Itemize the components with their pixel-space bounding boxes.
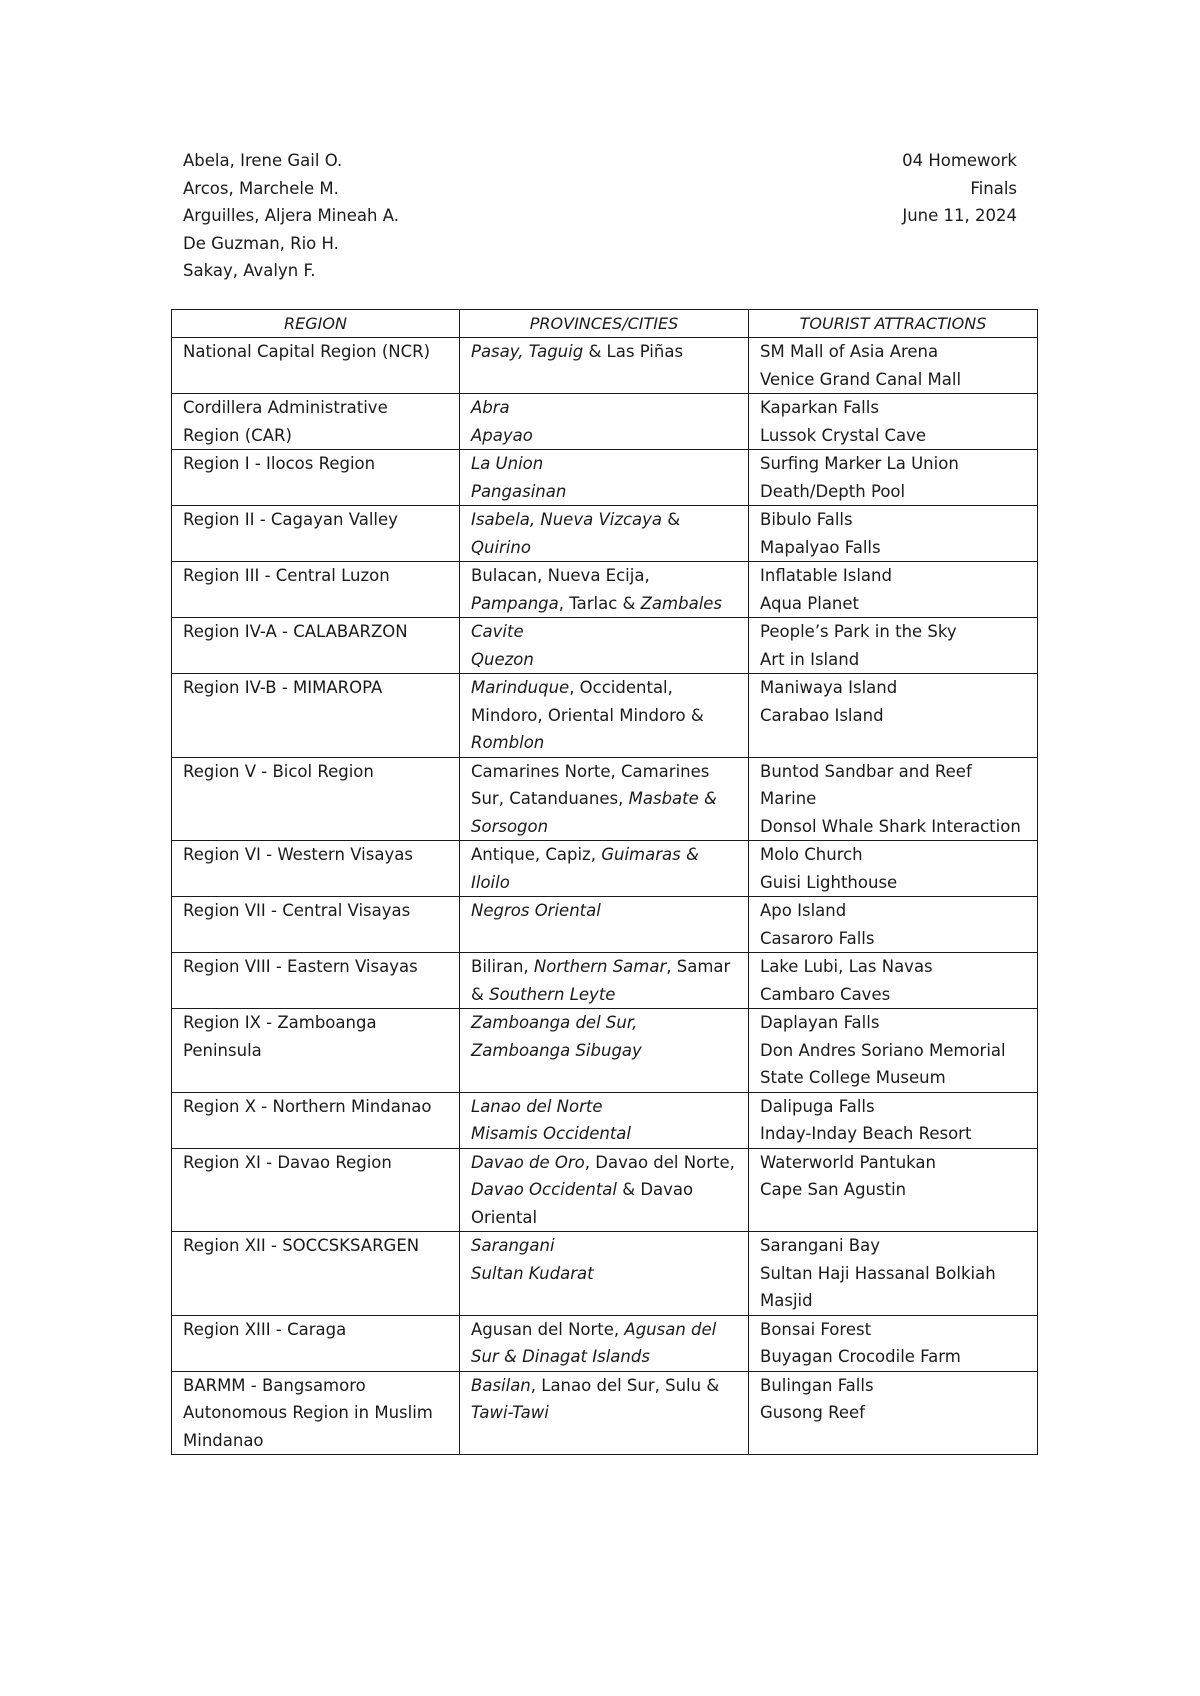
provinces-cell	[460, 1148, 749, 1232]
province-name: Apayao	[471, 425, 533, 445]
attraction-name: Gusong Reef	[760, 1403, 865, 1422]
region-cell: Region VI - Western Visayas	[172, 841, 460, 897]
author-name: Arcos, Marchele M.	[183, 178, 339, 198]
region-cell: Region V - Bicol Region	[172, 757, 460, 841]
provinces-cell	[460, 506, 749, 562]
province-text: Northern Samar	[533, 957, 667, 976]
table-row	[172, 1232, 1038, 1316]
province-text: Agusan del Sur & Dinagat Islands	[471, 1319, 717, 1366]
province-name: Lanao del Norte	[471, 1096, 603, 1116]
attractions-cell	[749, 506, 1038, 562]
region-cell: Region III - Central Luzon	[172, 562, 460, 618]
attractions-cell	[749, 1092, 1038, 1148]
provinces-cell	[460, 1315, 749, 1371]
author-name: Abela, Irene Gail O.	[183, 151, 343, 170]
province-text: Bulacan, Nueva Ecija,	[471, 566, 650, 585]
region-cell: Region XI - Davao Region	[172, 1148, 460, 1232]
table-row	[172, 1148, 1038, 1232]
attraction-name: Don Andres Soriano Memorial State College Museum	[760, 1040, 1006, 1087]
attractions-column-header: TOURIST ATTRACTIONS	[749, 310, 1038, 338]
province-name: Cavite	[471, 622, 524, 641]
attraction-name: Surfing Marker La Union	[760, 454, 959, 473]
attraction-name: Death/Depth Pool	[760, 481, 906, 501]
province-text: Camarines Norte, Camarines Sur, Catanduanes,	[471, 761, 710, 808]
attractions-cell	[749, 1315, 1038, 1371]
author-name: Sakay, Avalyn F.	[183, 261, 316, 280]
province-text: Pampanga	[471, 593, 559, 613]
attractions-cell	[749, 841, 1038, 897]
attraction-name: Bulingan Falls	[760, 1375, 874, 1395]
attractions-cell	[749, 1371, 1038, 1455]
attraction-name: Mapalyao Falls	[760, 537, 881, 557]
table-row	[172, 506, 1038, 562]
province-text: Davao Occidental	[471, 1180, 617, 1199]
attractions-cell	[749, 757, 1038, 841]
attraction-name: People’s Park in the Sky	[760, 622, 957, 641]
assignment-meta	[902, 147, 1017, 230]
attraction-name: Bibulo Falls	[760, 510, 853, 529]
province-text: Marinduque	[471, 678, 570, 697]
attraction-name: Buntod Sandbar and Reef Marine	[760, 761, 972, 808]
province-name: Misamis Occidental	[471, 1124, 631, 1143]
table-header-row	[172, 310, 1038, 338]
attractions-cell	[749, 897, 1038, 953]
attraction-name: Sultan Haji Hassanal Bolkiah Masjid	[760, 1263, 996, 1310]
province-text: , Tarlac &	[558, 593, 641, 613]
attraction-name: Casaroro Falls	[760, 928, 875, 948]
attractions-cell	[749, 338, 1038, 394]
attraction-name: Molo Church	[760, 845, 863, 864]
assignment-label: 04 Homework	[902, 151, 1017, 170]
table-body	[172, 338, 1038, 1455]
province-text: Zamboanga del Sur, Zamboanga Sibugay	[471, 1013, 642, 1060]
provinces-cell	[460, 897, 749, 953]
attraction-name: SM Mall of Asia Arena	[760, 342, 939, 361]
attraction-name: Lussok Crystal Cave	[760, 425, 927, 445]
region-cell: Region II - Cagayan Valley	[172, 506, 460, 562]
attractions-cell	[749, 1232, 1038, 1316]
province-name: Quezon	[471, 649, 534, 669]
table-row	[172, 338, 1038, 394]
province-text: Pasay, Taguig	[471, 342, 584, 361]
region-cell: Cordillera Administrative Region (CAR)	[172, 394, 460, 450]
attraction-name: Apo Island	[760, 901, 847, 920]
attraction-name: Lake Lubi, Las Navas	[760, 957, 933, 976]
provinces-cell	[460, 394, 749, 450]
province-text: Southern Leyte	[489, 984, 616, 1004]
date-label: June 11, 2024	[902, 206, 1017, 225]
province-text: Biliran,	[471, 957, 534, 976]
provinces-cell	[460, 562, 749, 618]
attraction-name: Maniwaya Island	[760, 678, 898, 697]
province-text: Guimaras & Iloilo	[471, 845, 699, 892]
attraction-name: Buyagan Crocodile Farm	[760, 1347, 961, 1366]
table-row	[172, 1009, 1038, 1093]
attractions-cell	[749, 618, 1038, 674]
province-text: Tawi-Tawi	[471, 1403, 549, 1422]
table-row	[172, 562, 1038, 618]
attraction-name: Kaparkan Falls	[760, 398, 879, 417]
author-name: Arguilles, Aljera Mineah A.	[183, 206, 399, 225]
regions-table	[171, 309, 1038, 1455]
attraction-name: Donsol Whale Shark Interaction	[760, 816, 1021, 836]
attraction-name: Cambaro Caves	[760, 984, 891, 1004]
region-cell: Region IV-B - MIMAROPA	[172, 674, 460, 758]
table-row	[172, 953, 1038, 1009]
attraction-name: Inday-Inday Beach Resort	[760, 1124, 972, 1143]
provinces-cell	[460, 674, 749, 758]
attractions-cell	[749, 450, 1038, 506]
province-text: , Lanao del Sur, Sulu &	[530, 1375, 720, 1395]
province-text: Antique, Capiz,	[471, 845, 602, 864]
provinces-cell	[460, 757, 749, 841]
region-cell: Region VII - Central Visayas	[172, 897, 460, 953]
attractions-cell	[749, 953, 1038, 1009]
region-cell: National Capital Region (NCR)	[172, 338, 460, 394]
region-cell: Region VIII - Eastern Visayas	[172, 953, 460, 1009]
attraction-name: Venice Grand Canal Mall	[760, 369, 962, 389]
provinces-cell	[460, 1092, 749, 1148]
attraction-name: Cape San Agustin	[760, 1180, 907, 1199]
province-name: La Union	[471, 454, 544, 473]
provinces-cell	[460, 1009, 749, 1093]
attraction-name: Dalipuga Falls	[760, 1096, 875, 1116]
attractions-cell	[749, 562, 1038, 618]
province-text: Masbate & Sorsogon	[471, 789, 717, 836]
region-cell: Region IX - Zamboanga Peninsula	[172, 1009, 460, 1093]
provinces-cell	[460, 450, 749, 506]
provinces-cell	[460, 338, 749, 394]
province-text: Negros Oriental	[471, 901, 601, 920]
provinces-cell	[460, 953, 749, 1009]
table-row	[172, 757, 1038, 841]
province-text: , Occidental, Mindoro, Oriental Mindoro &	[471, 678, 704, 725]
province-name: Abra	[471, 398, 510, 417]
table-row	[172, 450, 1038, 506]
region-cell: BARMM - Bangsamoro Autonomous Region in Muslim Mindanao	[172, 1371, 460, 1455]
province-text: Agusan del Norte,	[471, 1319, 625, 1339]
attraction-name: Waterworld Pantukan	[760, 1152, 936, 1172]
region-cell: Region XII - SOCCSKSARGEN	[172, 1232, 460, 1316]
table-row	[172, 618, 1038, 674]
province-text: Zambales	[640, 593, 723, 613]
attractions-cell	[749, 1148, 1038, 1232]
province-text: Davao de Oro	[471, 1152, 585, 1172]
table-row	[172, 1092, 1038, 1148]
author-list	[183, 147, 399, 285]
province-text: Isabela, Nueva Vizcaya	[471, 510, 663, 529]
table-row	[172, 1315, 1038, 1371]
provinces-cell	[460, 618, 749, 674]
provinces-cell	[460, 1371, 749, 1455]
province-text: & Davao Oriental	[471, 1180, 694, 1227]
attraction-name: Aqua Planet	[760, 593, 860, 613]
attraction-name: Carabao Island	[760, 705, 884, 725]
province-text: &	[662, 510, 681, 529]
attractions-cell	[749, 394, 1038, 450]
province-name: Pangasinan	[471, 481, 567, 501]
province-text: & Las Piñas	[583, 342, 684, 361]
author-name: De Guzman, Rio H.	[183, 233, 339, 253]
attraction-name: Sarangani Bay	[760, 1236, 881, 1255]
region-column-header: REGION	[172, 310, 460, 338]
provinces-cell	[460, 1232, 749, 1316]
province-name: Sultan Kudarat	[471, 1263, 594, 1283]
attractions-cell	[749, 1009, 1038, 1093]
attraction-name: Bonsai Forest	[760, 1319, 872, 1339]
province-text: Basilan	[471, 1375, 531, 1395]
province-text: , Samar &	[471, 957, 731, 1004]
province-text: Romblon	[471, 733, 545, 752]
table-row	[172, 1371, 1038, 1455]
attraction-name: Daplayan Falls	[760, 1013, 880, 1032]
region-cell: Region X - Northern Mindanao	[172, 1092, 460, 1148]
province-text: Quirino	[471, 537, 531, 557]
region-cell: Region IV-A - CALABARZON	[172, 618, 460, 674]
attraction-name: Guisi Lighthouse	[760, 872, 898, 892]
table-row	[172, 674, 1038, 758]
attraction-name: Inflatable Island	[760, 566, 892, 585]
province-name: Sarangani	[471, 1236, 555, 1255]
provinces-column-header: PROVINCES/CITIES	[460, 310, 749, 338]
province-text: , Davao del Norte,	[584, 1152, 735, 1172]
term-label: Finals	[970, 178, 1017, 198]
table-row	[172, 394, 1038, 450]
region-cell: Region XIII - Caraga	[172, 1315, 460, 1371]
attraction-name: Art in Island	[760, 649, 860, 669]
provinces-cell	[460, 841, 749, 897]
attractions-cell	[749, 674, 1038, 758]
table-row	[172, 841, 1038, 897]
table-row	[172, 897, 1038, 953]
region-cell: Region I - Ilocos Region	[172, 450, 460, 506]
